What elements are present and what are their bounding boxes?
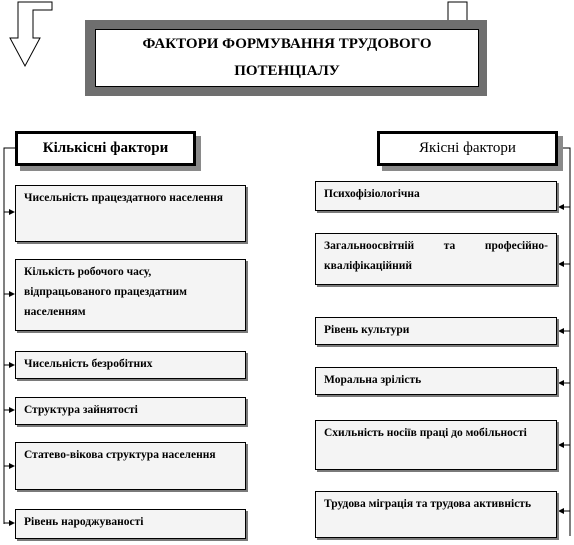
left-factor-box: Структура зайнятості [15,397,246,425]
right-factor-box: Рівень культури [315,317,557,345]
quantitative-factors-header: Кількісні фактори [15,131,196,166]
right-factor-box: Психофізіологічна [315,181,557,211]
left-down-arrow-icon [10,2,52,66]
right-factor-box: Трудова міграція та трудова активність [315,491,557,538]
left-factor-box: Кількість робочого часу, відпрацьованого працездатним населенням [15,259,246,331]
diagram-title: ФАКТОРИ ФОРМУВАННЯ ТРУДОВОГО ПОТЕНЦІАЛУ [95,29,479,87]
left-factor-box: Чисельність працездатного населення [15,185,246,242]
right-factor-box: Загальноосвітній та професійно-кваліфікаційний [315,233,557,285]
right-factor-box: Схильність носіїв праці до мобільності [315,420,557,470]
left-factor-box: Рівень народжуваності [15,509,246,539]
left-factor-box: Статево-вікова структура населення [15,442,246,490]
right-factor-box: Моральна зрілість [315,367,557,395]
left-factor-box: Чисельність безробітних [15,351,246,379]
qualitative-factors-header: Якісні фактори [377,131,558,166]
